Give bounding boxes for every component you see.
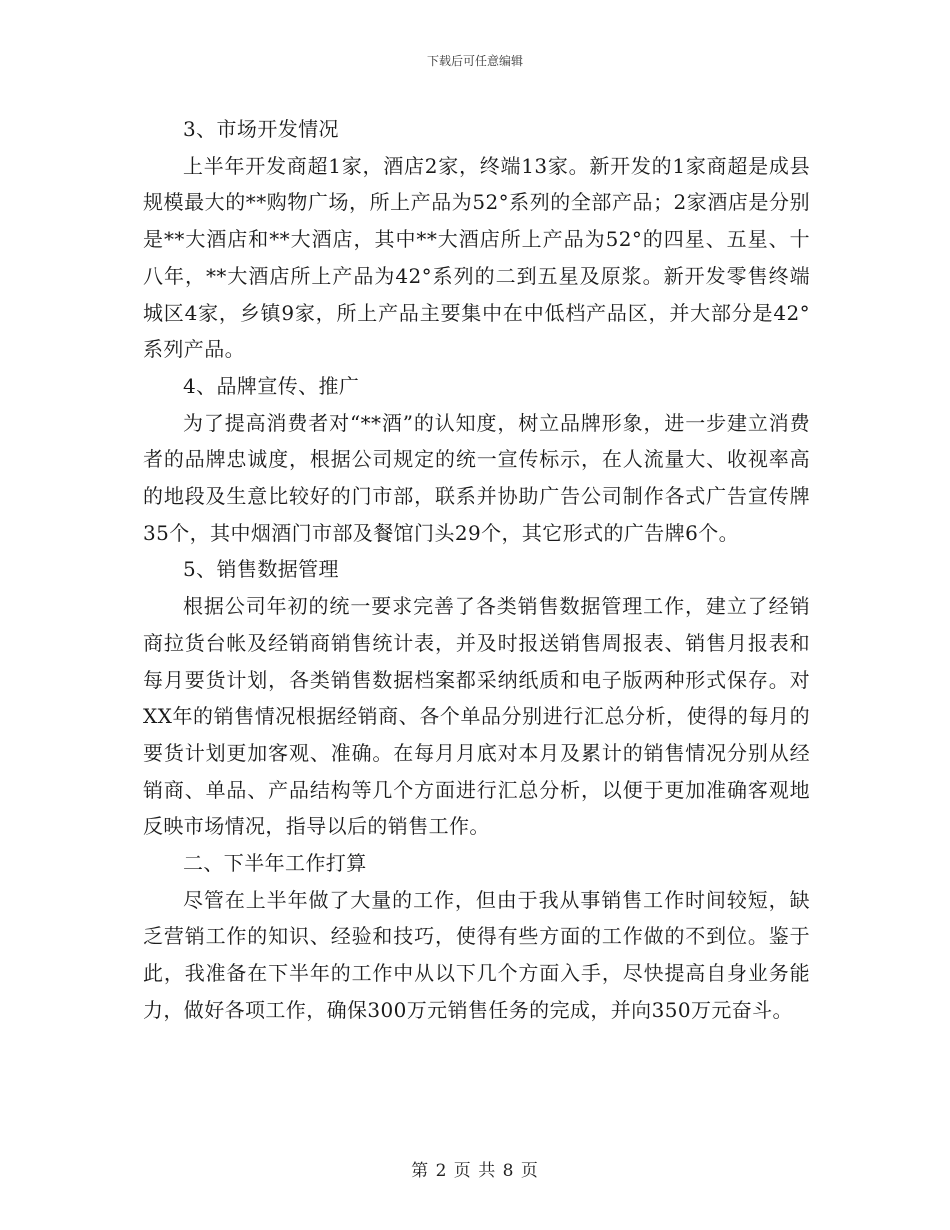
document-body bbox=[143, 111, 810, 1029]
section-heading-second-half-plan: 二、下半年工作打算 bbox=[183, 851, 367, 876]
page-header: 下载后可任意编辑 bbox=[426, 54, 523, 68]
section-heading-sales-data: 5、销售数据管理 bbox=[183, 557, 339, 582]
paragraph-second-half-plan: 尽管在上半年做了大量的工作，但由于我从事销售工作时间较短，缺乏营销工作的知识、经验和技巧，使得有些方面的工作做的不到位。鉴于此，我准备在下半年的工作中从以下几个方面入手，尽快提高自身业务能力，做好各项工作，确保300万元销售任务的完成，并向350万元奋斗。 bbox=[143, 887, 810, 1022]
section-heading-market-development: 3、市场开发情况 bbox=[183, 117, 339, 141]
paragraph-market-development: 上半年开发商超1家，酒店2家，终端13家。新开发的1家商超是成县规模最大的**购物广场，所上产品为52°系列的全部产品；2家酒店是分别是**大酒店和**大酒店，其中**大酒店所上产品为52°的四星、五星、十八年，**大酒店所上产品为42°系列的二到五星及原浆。新开发零售终端城区4家，乡镇9家，所上产品主要集中在中低档产品区，并大部分是42°系列产品。 bbox=[143, 153, 810, 362]
section-heading-brand-promotion: 4、品牌宣传、推广 bbox=[183, 373, 360, 398]
paragraph-sales-data: 根据公司年初的统一要求完善了各类销售数据管理工作，建立了经销商拉货台帐及经销商销售统计表，并及时报送销售周报表、销售月报表和每月要货计划，各类销售数据档案都采纳纸质和电子版两种形式保存。对XX年的销售情况根据经销商、各个单品分别进行汇总分析，使得的每月的要货计划更加客观、准确。在每月月底对本月及累计的销售情况分别从经销商、单品、产品结构等几个方面进行汇总分析，以便于更加准确客观地反映市场情况，指导以后的销售工作。 bbox=[143, 594, 810, 839]
page-footer: 第 2 页 共 8 页 bbox=[411, 1161, 539, 1181]
paragraph-brand-promotion: 为了提高消费者对“**酒”的认知度，树立品牌形象，进一步建立消费者的品牌忠诚度，根据公司规定的统一宣传标示，在人流量大、收视率高的地段及生意比较好的门市部，联系并协助广告公司制作各式广告宣传牌35个，其中烟酒门市部及餐馆门头29个，其它形式的广告牌6个。 bbox=[143, 410, 810, 545]
